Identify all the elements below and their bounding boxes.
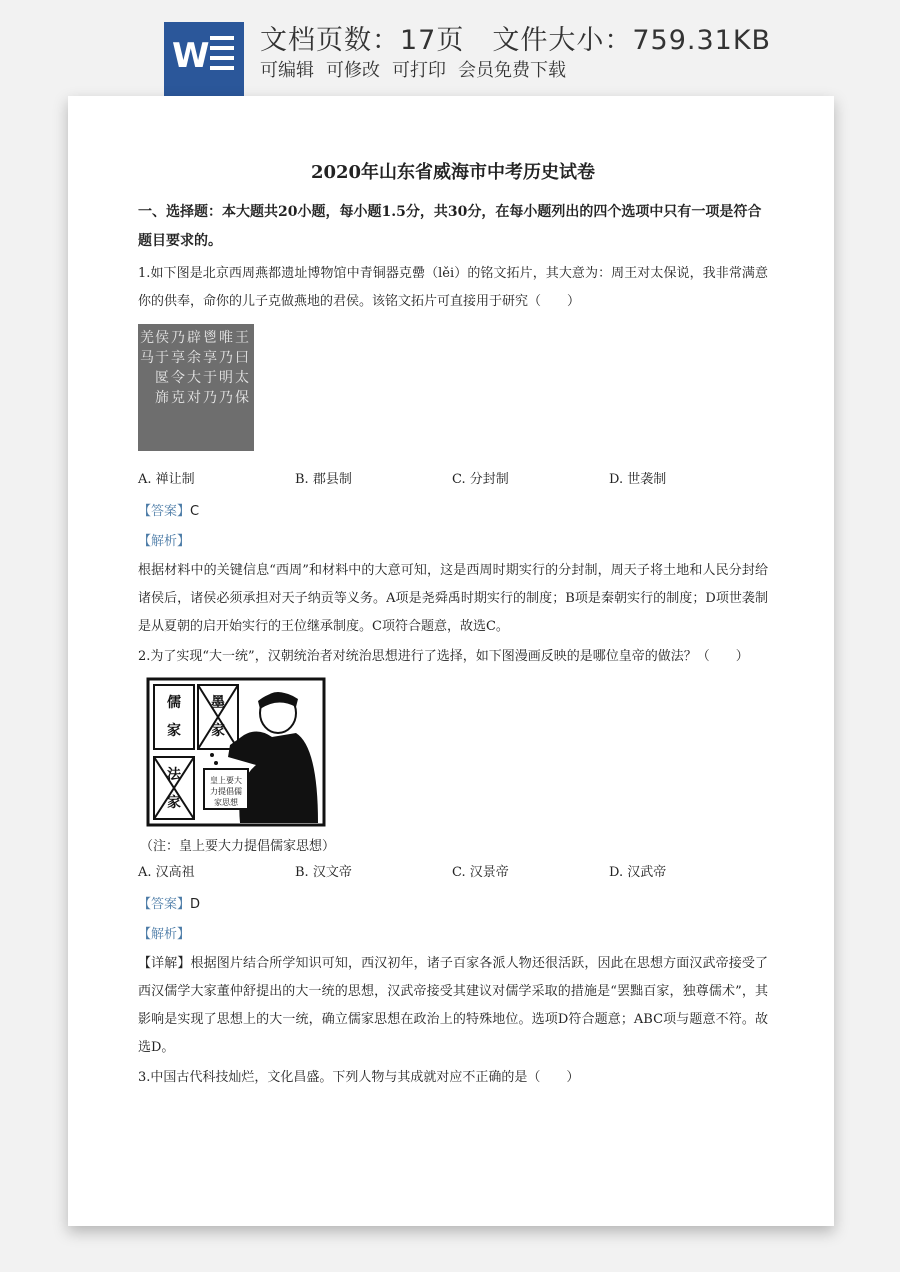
label-ru-2: 家: [167, 723, 181, 739]
question-1-options: [138, 465, 768, 495]
svg-text:家: 家: [211, 723, 225, 739]
file-info: [260, 18, 771, 57]
svg-text:力提倡儒: 力提倡儒: [210, 787, 242, 796]
feature-member-download: 会员免费下载: [458, 60, 566, 81]
inscription-column: 辟余大对: [187, 330, 201, 406]
answer-line: [138, 497, 768, 527]
document-page: [68, 96, 834, 1226]
question-3-stem: 3.中国古代科技灿烂，文化昌盛。下列人物与其成就对应不正确的是（ ）: [138, 1070, 580, 1085]
feature-modifiable: 可修改: [326, 60, 380, 81]
analysis-label: 【解析】: [138, 534, 191, 549]
section-heading: 一、选择题：本大题共20小题，每小题1.5分，共30分，在每小题列出的四个选项中只有一项是符合题目要求的。: [138, 204, 762, 249]
svg-text:墨: 墨: [211, 695, 225, 711]
svg-text:皇上要大: 皇上要大: [210, 776, 242, 785]
word-icon: [164, 22, 244, 96]
bronze-inscription-image: [138, 324, 254, 451]
answer-line: [138, 890, 768, 920]
option-d: D. 世袭制: [609, 472, 667, 487]
document-content: [138, 158, 768, 1092]
feature-list: [260, 56, 566, 82]
answer-label: 【答案】: [138, 504, 191, 519]
question-2-analysis: 【详解】根据图片结合所学知识可知，西汉初年，诸子百家各派人物还很活跃，因此在思想方面汉武帝接受了西汉儒学大家董仲舒提出的大一统的思想，汉武帝接受其建议对儒学采取的措施是“罢黜百家，独尊儒术”，其影响是实现了思想上的大一统，确立儒家思想在政治上的特殊地位。选项D符合题意；ABC项与题意不符。故选D。: [138, 956, 768, 1055]
page-count: 文档页数：17页: [260, 25, 465, 56]
inscription-column: 乃享令克: [171, 330, 185, 406]
file-size: 文件大小：759.31KB: [492, 25, 772, 56]
feature-editable: 可编辑: [260, 60, 314, 81]
header-banner: [0, 0, 900, 96]
option-c: C. 汉景帝: [452, 865, 509, 880]
option-c: C. 分封制: [452, 472, 509, 487]
svg-text:家思想: 家思想: [214, 798, 238, 807]
option-b: B. 汉文帝: [295, 865, 352, 880]
inscription-column: 鬯享于乃: [203, 330, 217, 406]
option-b: B. 郡县制: [295, 472, 352, 487]
question-2-options: [138, 858, 768, 888]
option-a: A. 汉高祖: [138, 865, 195, 880]
option-d: D. 汉武帝: [609, 865, 667, 880]
inscription-column: 羌马: [140, 330, 154, 366]
word-icon-lines: [210, 36, 234, 76]
svg-text:法: 法: [167, 767, 181, 783]
answer-value: C: [190, 504, 200, 519]
inscription-column: 王曰太保: [235, 330, 249, 406]
feature-printable: 可打印: [392, 60, 446, 81]
question-2-stem: 2.为了实现“大一统”，汉朝统治者对统治思想进行了选择，如下图漫画反映的是哪位皇帝的做法？（ ）: [138, 649, 749, 664]
inscription-column: 唯乃明乃: [219, 330, 233, 406]
label-ru-1: 儒: [167, 695, 181, 711]
answer-label: 【答案】: [138, 897, 191, 912]
answer-value: D: [190, 897, 201, 912]
svg-text:家: 家: [167, 795, 181, 811]
option-a: A. 禅让制: [138, 472, 195, 487]
inscription-column: 侯于匽旆: [155, 330, 169, 406]
word-icon-letter: W: [172, 36, 210, 76]
analysis-label: 【解析】: [138, 927, 191, 942]
question-1-analysis: 根据材料中的关键信息“西周”和材料中的大意可知，这是西周时期实行的分封制，周天子将土地和人民分封给诸侯后，诸侯必须承担对天子纳贡等义务。A项是尧舜禹时期实行的制度；B项是秦朝实行的制度；D项世袭制是从夏朝的启开始实行的王位继承制度。C项符合题意，故选C。: [138, 563, 768, 634]
question-1-stem: 1.如下图是北京西周燕都遗址博物馆中青铜器克罍（lěi）的铭文拓片，其大意为：周王对太保说，我非常满意你的供奉，命你的儿子克做燕地的君侯。该铭文拓片可直接用于研究（ ）: [138, 266, 768, 309]
cartoon-note: （注：皇上要大力提倡儒家思想）: [140, 839, 336, 854]
confucian-cartoon-image: [146, 677, 326, 827]
document-title: 2020年山东省威海市中考历史试卷: [310, 162, 596, 183]
